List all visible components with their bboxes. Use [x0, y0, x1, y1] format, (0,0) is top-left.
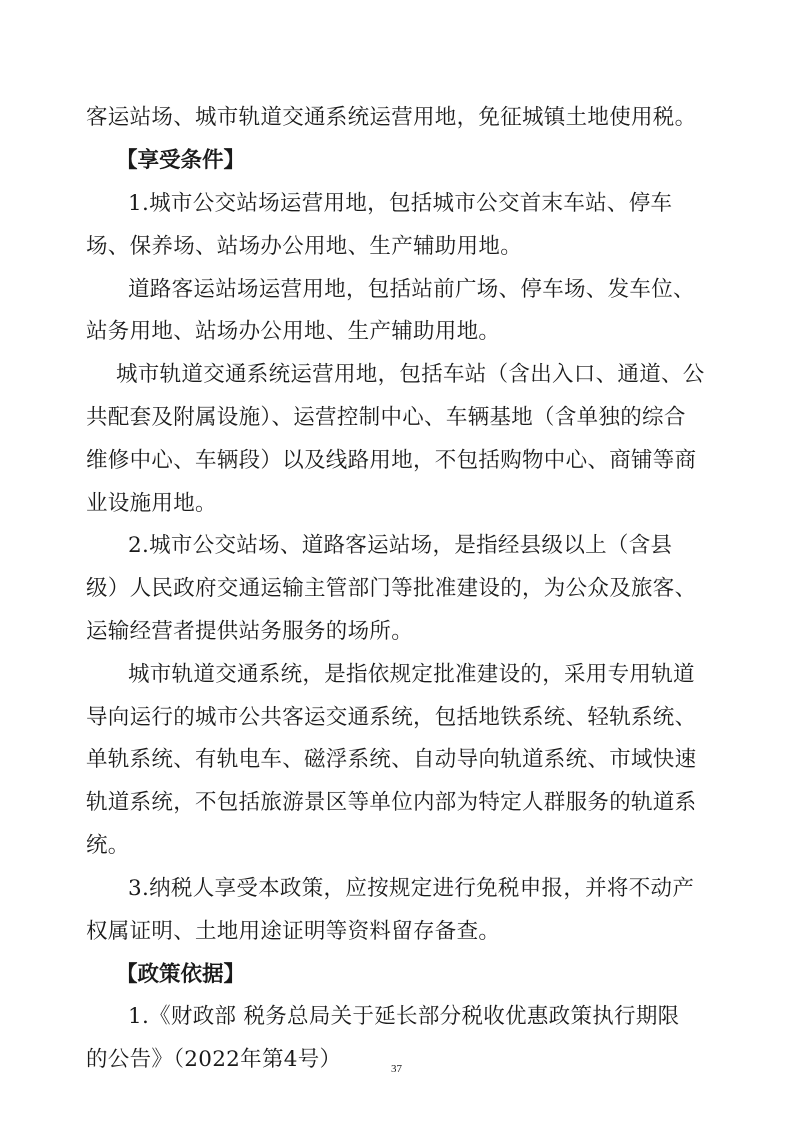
paragraph-line-6: 站务用地、站场办公用地、生产辅助用地。 — [86, 319, 501, 344]
paragraph-line-11: 2.城市公交站场、道路客运站场，是指经县级以上（含县 — [128, 533, 673, 558]
section-heading-basis: 【政策依据】 — [116, 962, 246, 987]
paragraph-line-12: 级）人民政府交通运输主管部门等批准建设的，为公众及旅客、 — [86, 576, 697, 601]
paragraph-line-23: 的公告》（2022年第4号） — [86, 1047, 342, 1072]
paragraph-line-10: 业设施用地。 — [86, 491, 217, 516]
paragraph-line-22: 1.《财政部 税务总局关于延长部分税收优惠政策执行期限 — [128, 1004, 680, 1029]
paragraph-line-16: 单轨系统、有轨电车、磁浮系统、自动导向轨道系统、市域快速 — [86, 747, 697, 772]
paragraph-line-1: 客运站场、城市轨道交通系统运营用地，免征城镇土地使用税。 — [86, 105, 697, 130]
page-number: 37 — [391, 1063, 402, 1075]
paragraph-line-4: 场、保养场、站场办公用地、生产辅助用地。 — [86, 234, 523, 259]
paragraph-line-19: 3.纳税人享受本政策，应按规定进行免税申报，并将不动产 — [128, 876, 695, 901]
paragraph-line-9: 维修中心、车辆段）以及线路用地，不包括购物中心、商铺等商 — [86, 448, 697, 473]
paragraph-line-5: 道路客运站场运营用地，包括站前广场、停车场、发车位、 — [128, 277, 695, 302]
paragraph-line-7: 城市轨道交通系统运营用地，包括车站（含出入口、通道、公 — [116, 362, 705, 387]
section-heading-conditions: 【享受条件】 — [116, 148, 246, 173]
paragraph-line-3: 1.城市公交站场运营用地，包括城市公交首末车站、停车 — [128, 191, 673, 216]
paragraph-line-17: 轨道系统，不包括旅游景区等单位内部为特定人群服务的轨道系 — [86, 790, 697, 815]
paragraph-line-8: 共配套及附属设施）、运营控制中心、车辆基地（含单独的综合 — [86, 405, 686, 430]
paragraph-line-15: 导向运行的城市公共客运交通系统，包括地铁系统、轻轨系统、 — [86, 705, 697, 730]
paragraph-line-13: 运输经营者提供站务服务的场所。 — [86, 619, 414, 644]
paragraph-line-14: 城市轨道交通系统，是指依规定批准建设的，采用专用轨道 — [128, 662, 695, 687]
paragraph-line-18: 统。 — [86, 833, 130, 858]
paragraph-line-20: 权属证明、土地用途证明等资料留存备查。 — [86, 919, 501, 944]
